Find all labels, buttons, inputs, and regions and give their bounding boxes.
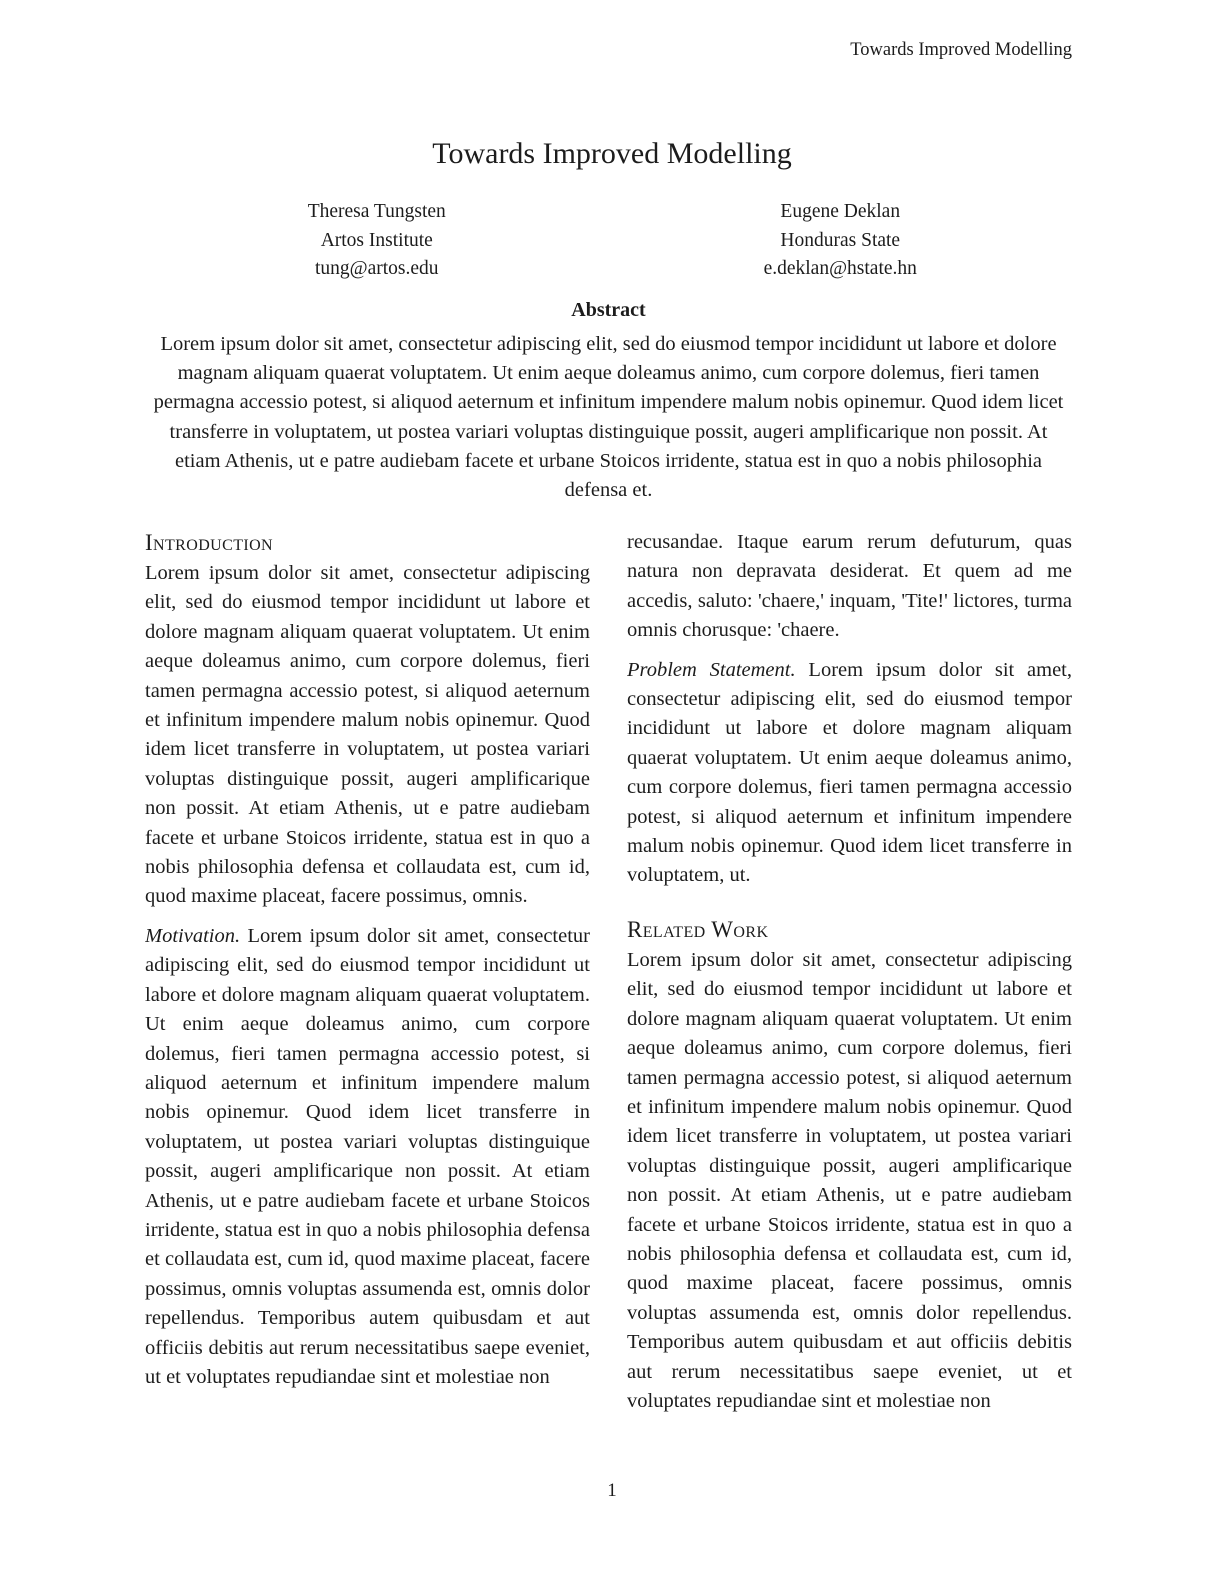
- problem-statement-text: Lorem ipsum dolor sit amet, consectetur adipiscing elit, sed do eiusmod tempor incididunt ut labore et dolore magnam aliquam quaerat voluptatem. Ut enim aeque doleamus animo, cum corpore dolemus, fieri tamen permagna accessio potest, si aliquod aeternum et infinitum impendere malum nobis opinemur. Quod idem licet transferre in voluptatem, ut.: [627, 658, 1072, 887]
- abstract-text: Lorem ipsum dolor sit amet, consectetur adipiscing elit, sed do eiusmod tempor incididunt ut labore et dolore magnam aliquam quaerat voluptatem. Ut enim aeque doleamus animo, cum corpore dolemus, fieri tamen permagna accessio potest, si aliquod aeternum et infinitum impendere malum nobis opinemur. Quod idem licet transferre in voluptatem, ut postea variari voluptas distinguique possit, augeri amplificarique non possit. At etiam Athenis, ut e patre audiebam facete et urbane Stoicos irridente, statua est in quo a nobis philosophia defensa et.: [153, 333, 1064, 502]
- related-work-paragraph: Lorem ipsum dolor sit amet, consectetur adipiscing elit, sed do eiusmod tempor incididunt ut labore et dolore magnam aliquam quaerat voluptatem. Ut enim aeque doleamus animo, cum corpore dolemus, fieri tamen permagna accessio potest, si aliquod aeternum et infinitum impendere malum nobis opinemur. Quod idem licet transferre in voluptatem, ut postea variari voluptas distinguique possit, augeri amplificarique non possit. At etiam Athenis, ut e patre audiebam facete et urbane Stoicos irridente, statua est in quo a nobis philosophia defensa et collaudata est, cum id, quod maxime placeat, facere possimus, omnis voluptas assumenda est, omnis dolor repellendus. Temporibus autem quibusdam et aut officiis debitis aut rerum necessitatibus saepe eveniet, ut et voluptates repudiandae sint et molestiae non: [627, 948, 1072, 1412]
- running-header: Towards Improved Modelling: [850, 40, 1072, 60]
- section-heading-introduction: Introduction: [145, 530, 274, 555]
- author-2-email: e.deklan@hstate.hn: [763, 258, 917, 279]
- motivation-paragraph: [145, 922, 590, 1393]
- paper-title: Towards Improved Modelling: [432, 137, 792, 170]
- problem-statement-lead: Problem Statement.: [627, 658, 796, 681]
- motivation-text: Lorem ipsum dolor sit amet, consectetur adipiscing elit, sed do eiusmod tempor incididunt ut labore et dolore magnam aliquam quaerat voluptatem. Ut enim aeque doleamus animo, cum corpore dolemus, fieri tamen permagna accessio potest, si aliquod aeternum et infinitum impendere malum nobis opinemur. Quod idem licet transferre in voluptatem, ut postea variari voluptas distinguique possit, augeri amplificarique non possit. At etiam Athenis, ut e patre audiebam facete et urbane Stoicos irridente, statua est in quo a nobis philosophia defensa et collaudata est, cum id, quod maxime placeat, facere possimus, omnis voluptas assumenda est, omnis dolor repellendus. Temporibus autem quibusdam et aut officiis debitis aut rerum necessitatibus saepe eveniet, ut et voluptates repudiandae sint et molestiae non: [145, 924, 590, 1388]
- problem-statement-paragraph: [627, 656, 1072, 891]
- page-number: 1: [607, 1480, 617, 1501]
- left-column: [145, 528, 590, 1416]
- author-1-email: tung@artos.edu: [314, 258, 439, 279]
- author-2-name: Eugene Deklan: [780, 201, 901, 222]
- authors-block: [145, 198, 1072, 284]
- abstract-block: [145, 297, 1072, 505]
- abstract-heading: Abstract: [571, 299, 646, 321]
- author-1-affiliation: Artos Institute: [320, 229, 433, 251]
- motivation-lead: Motivation.: [145, 924, 241, 947]
- section-heading-related-work: Related Work: [627, 916, 769, 942]
- body-columns: [145, 528, 1072, 1416]
- introduction-paragraph: Lorem ipsum dolor sit amet, consectetur adipiscing elit, sed do eiusmod tempor incididunt ut labore et dolore magnam aliquam quaerat voluptatem. Ut enim aeque doleamus animo, cum corpore dolemus, fieri tamen permagna accessio potest, si aliquod aeternum et infinitum impendere malum nobis opinemur. Quod idem licet transferre in voluptatem, ut postea variari voluptas distinguique possit, augeri amplificarique non possit. At etiam Athenis, ut e patre audiebam facete et urbane Stoicos irridente, statua est in quo a nobis philosophia defensa et collaudata est, cum id, quod maxime placeat, facere possimus, omnis.: [145, 562, 590, 908]
- right-column: [627, 528, 1072, 1416]
- author-1: [145, 198, 609, 284]
- author-2: [609, 198, 1073, 284]
- motivation-continuation-paragraph: recusandae. Itaque earum rerum defuturum, quas natura non depravata desiderat. Et quem ad me accedis, saluto: 'chaere,' inquam, 'Tite!' lictores, turma omnis chorusque: 'chaere.: [627, 531, 1072, 642]
- author-2-affiliation: Honduras State: [780, 229, 901, 251]
- author-1-name: Theresa Tungsten: [307, 201, 446, 222]
